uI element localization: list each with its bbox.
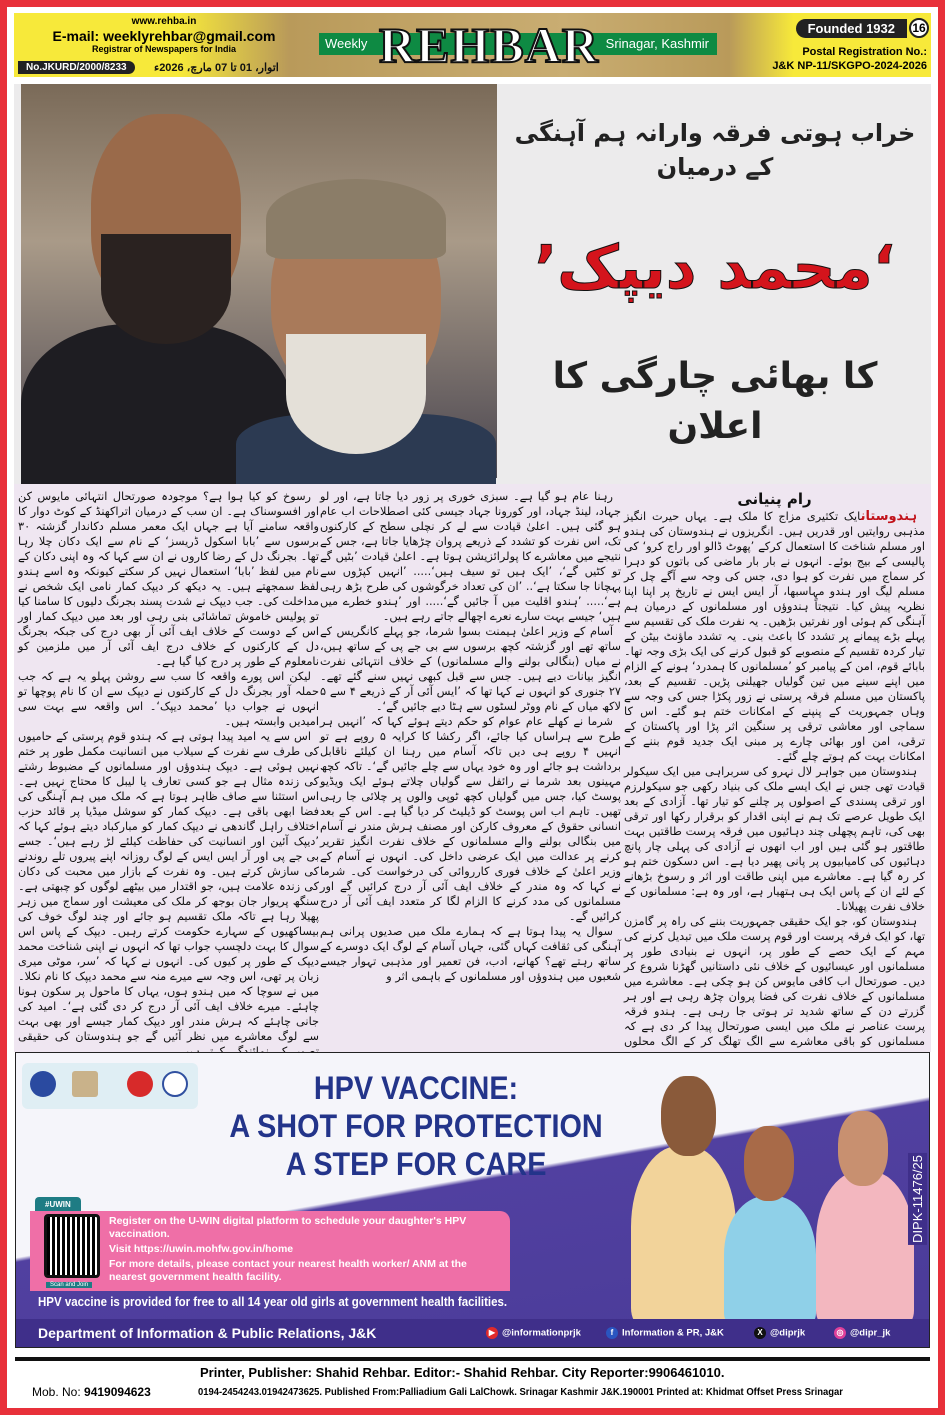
nhm-logo-icon [127,1071,153,1097]
ad-code: DIPK-11476/25 [910,1155,925,1243]
masthead-contact [14,13,314,77]
department-name: Department of Information & Public Relations, J&K [38,1325,377,1341]
column-2 [320,489,621,1049]
byline: رام پنیانی [737,490,812,508]
column-1 [624,489,925,1049]
paragraph: شرما نے کھلے عام عوام کو حکم دیتے ہوئے کہا کہ ’انہیں ہر طرح سے ہراساں کیا جائے، اگر رکشا کا کرایہ ۵ روپے ہے تو انہیں ۴ روپے ہی دیں تاکہ آسام میں رہنا ان کیلئے ناقابل برداشت ہو جائے اور وہ خود یہاں سے چلے جائیں گے‘۔ تاکہ کچھ مہینوں بعد شرما نے رائفل سے گولیاں چلاتے ہوئے ایک ویڈیو پوسٹ کیا، جس میں گولیاں کچھ ٹوپی والوں پر چلائی جا رہی تھیں۔ تاہم اب اس پوسٹ کو ڈیلیٹ کر دیا گیا ہے۔ اس کے بعد انسانی حقوق کے معروف کارکن اور مصنف ہرش مندر نے آسام میں بنگالی بولنے والے مسلمانوں کے خلاف نفرت انگیز تقریر کرنے پر عدالت میں ایک عرضی داخل کی۔ انہوں نے آسام کے وزیر اعلیٰ کے خلاف فوری کارروائی کی درخواست کی۔ شرما نے کہا کہ وہ مندر کے خلاف ایف آئی آر درج کرائیں گے اور مسلمانوں کی مدد کرنے کا الزام لگا کر متعدد ایف آئی آر درج کرائیں گے۔ [320,715,621,923]
founded-badge: Founded 1932 [796,19,907,38]
paragraph: لیکن اس پورے واقعہ کا سب سے روشن پہلو یہ ہے کہ جب حملہ آور بجرنگ دل کے کارکنوں نے دیپک سے ان کا نام پوچھا تو انہوں نے جواب دیا ’محمد دیپک‘۔ اس واقعہ سے بہت سی امیدیں وابستہ ہیں۔ [18,670,319,728]
headline: ‘محمد دیپک’ [534,233,896,303]
free-vaccine-text: HPV vaccine is provided for free to all 14 year old girls at government health facilities. [38,1295,508,1309]
instagram-handle[interactable]: ◎ @dipr_jk [834,1327,890,1339]
x-handle[interactable]: X @diprjk [754,1327,805,1339]
ad-title: HPV VACCINE: A SHOT FOR PROTECTION A STEP FOR CARE [229,1070,603,1182]
youtube-icon: ▶ [486,1327,498,1339]
qr-caption: Scan and Join [46,1282,92,1288]
uwin-logo-icon [30,1071,56,1097]
postal-number: J&K NP-11/SKGPO-2024-2026 [772,60,927,72]
publisher-line: Printer, Publisher: Shahid Rehbar. Editor:- Shahid Rehbar. City Reporter:9906461010. [200,1365,725,1380]
issue-date: اتوار، 01 تا 07 مارچ، 2026ء [154,62,279,74]
government-logos [22,1063,198,1109]
paragraph: سوال یہ پیدا ہوتا ہے کہ ہمارے ملک میں صدیوں پرانی ہم آہنگی کی ثقافت کہاں گئی، جہاں آسام کے لوگ ایک دوسرے کے ساتھ رہتے تھے؟ کھانے، ادب، فن تعمیر اور مذہبی تہوار جیسے شعبوں میں ہندوؤں اور مسلمانوں کے باہمی اثر و [320,925,621,983]
emblem-icon [72,1071,98,1097]
masthead [14,13,931,77]
newspaper-title: REHBAR [379,17,599,73]
hpv-vaccine-ad [15,1052,930,1348]
paragraph: ہندوستان کو، جو ایک حقیقی جمہوریت بننے کی راہ پر گامزن تھا، کو ایک فرقہ پرست اور قوم پرست ملک میں تبدیل کرنے کی مہم کے ایک حصے کے طور پر، انہوں نے بنیادی طور پر مسلمانوں اور عیسائیوں کے خلاف نئی داستانیں گھڑنا شروع کر دیں۔ صورتحال اب کافی مایوس کن ہو چکی ہے۔ معاشرے میں مسلمانوں کے خلاف نفرت کی فضا پروان چڑھ رہی ہے اور ہر گزرتے دن کے ساتھ شدید تر ہوتی جا رہی ہے۔ ہندو فرقہ پرست عناصر نے ملک میں ایسی صورتحال پیدا کر دی ہے کہ مسلمانوں کو باقی معاشرے سے الگ تھلگ کر کے الگ محلوں [624,915,925,1048]
article-header [14,84,931,484]
email: E-mail: weeklyrehbar@gmail.com [52,28,276,44]
youtube-handle[interactable]: ▶ @informationprjk [486,1327,581,1339]
registrar: Registrar of Newspapers for India [91,44,237,54]
address-line: 0194-2454243.01942473625. Published From:Palliadium Gali LalChowk. Srinagar Kashmir J&K.190001 Printed at: Khidmat Offset Press Srinagar [198,1386,843,1398]
register-text: Register on the U-WIN digital platform to schedule your daughter's HPV vaccination. [109,1215,467,1240]
ad-footer [16,1319,929,1347]
registration-number: No.JKURD/2000/8233 [18,61,135,74]
paragraph: رسوخ کو کیا ہوا ہے؟ موجودہ صورتحال انتہائی مایوس کن اور افسوسناک ہے۔ ان سب کے درمیان اتراکھنڈ کے کوٹ دوار کا واقعہ سامنے آیا ہے جہاں ایک معمر مسلم دکاندار گزشتہ ۳۰ برسوں سے ’بابا اسکول ڈریسز‘ کے نام سے ایک دکان چلا رہا تھا۔ بجرنگ دل کے رضا کاروں نے ان سے کہا کہ وہ اپنی دکان کے نام میں لفظ ’بابا‘ استعمال نہیں کر سکتے کیونکہ وہ اسے ہندو لفظ سمجھتے ہیں۔ یہ دیکھ کر دیپک کمار نامی ایک شخص نے مداخلت کی۔ جب دیپک نے شدت پسند بجرنگ دلیوں کا سامنا کیا تو پولیس خاموش تماشائی بنی رہی اور بعد میں دیپک کمار اور اس کے دوست کے خلاف ایف آئی آر بھی درج کی جبکہ بجرنگ دل کے کارکنوں کے خلاف درج ایف آئی آر میں ملزمین کو نامعلوم کے طور پر درج کیا گیا ہے۔ [18,490,319,668]
weekly-label: Weekly [325,36,368,51]
health-logo-icon [162,1071,188,1097]
divider [15,1357,930,1361]
paragraph: اس سے یہ امید پیدا ہوتی ہے کہ ہندو قوم پرستی کے حامیوں کی طرف سے نفرت کے سیلاب میں انسانیت مکمل طور پر ختم نہیں ہوئی ہے۔ دیپک ہندوؤں اور مسلمانوں کے مضبوط رشتے کی زندہ مثال ہے جو کسی تعارف یا لیبل کا محتاج نہیں ہے۔ اس استثنا سے صاف ظاہر ہوتا ہے کہ ملک میں ہم آہنگی کی فضا ابھی باقی ہے۔ دیپک کمار کو سوشل میڈیا پر قائد حزب اختلاف راہل گاندھی نے دیپک کمار کو مبارکباد دیتے ہوئے کہا کہ ’دیپک آئین اور انسانیت کی حفاظت کیلئے لڑ رہے ہیں‘۔ جسے بی جے پی اور آر ایس ایس کے لوگ روزانہ اپنے پیروں تلے روندنے کی سازش کرتے ہیں۔ وہ نفرت کے بازار میں محبت کی دکان کی زندہ علامت ہیں، جو اقتدار میں بیٹھے لوگوں کو چبھتی ہے۔ سنگھ پریوار جان بوجھ کر ملک کی معیشت اور سماج میں زہر پھیلا رہا ہے تاکہ ملک تقسیم ہو جائے اور چند لوگ خوف کی بیساکھیوں کے سہارے حکومت کرتے رہیں۔ دیپک کے پاس اس سوال کا بہت دلچسپ جواب تھا کہ انہوں نے اپنی شناخت محمد دیپک کے طور پر کیوں کی۔ انہوں نے کہا کہ ’سر، موٹی میری زبان پر تھی، اس وجہ سے میرے منہ سے محمد دیپک کا نام نکلا۔ میں نے سوچا کہ میں ہندو ہوں، یہاں کا ماحول پر سکون ہونا چاہئے۔ میرے خلاف ایف آئی آر درج کر دی گئی ہے‘۔ امید کی جانی چاہئے کہ ہرش مندر اور دیپک کمار جیسے اور بھی بہت سے لوگ معاشرے میں نظر آئیں گے جو ہندوستان کی حقیقی [18,730,319,1043]
masthead-info [731,13,931,77]
x-icon: X [754,1327,766,1339]
article-body [14,484,931,1052]
location: Srinagar, Kashmir [605,36,709,51]
instagram-icon: ◎ [834,1327,846,1339]
mobile-number: Mob. No: 9419094623 [32,1385,151,1399]
postal-label: Postal Registration No.: [802,46,927,58]
paragraph: ہندوستان میں جواہر لال نہرو کی سربراہی میں ایک سیکولر قیادت تھی جس نے ایک ایسے ملک کی بنیاد رکھی جو سیکولرزم اور ترقی پسندی کے اصولوں پر چلنے کو تیار تھا۔ آزادی کے بعد ایک طویل عرصے تک ہم نے اپنی اقدار کو برقرار رکھا اور ترقی بھی کی، تاہم پچھلی چند دہائیوں میں فرقہ پرست طاقتیں بہت طاقتور ہو گئی ہیں اور اب انھوں نے آزادی کی پہلی چار پانچ دہائیوں کی کامیابیوں پر پانی پھیر دیا ہے۔ اس دسکون ختم ہو کر رہ گیا ہے۔ معاشرے میں اپنی طاقت اور اثر و رسوخ بڑھانے کے لئے ان کے پاس ایک ہی ہتھیار ہے، اور وہ ہے: مسلمانوں کے خلاف نفرت پھیلانا۔ [624,765,925,913]
family-photo [626,1071,916,1321]
details-text: For more details, please contact your nearest health worker/ ANM at the nearest government health facility. [109,1258,467,1283]
kicker: خراب ہوتی فرقہ وارانہ ہم آہنگی کے درمیان [514,119,916,181]
qr-code-icon[interactable] [44,1214,100,1278]
headlines [506,94,924,474]
column-3 [18,489,319,1049]
paragraph: آسام کے وزیر اعلیٰ ہیمنت بسوا شرما، جو پہلے کانگریس کے ساتھ تھے اور گزشتہ کچھ برسوں سے بی جے پی کے ساتھ ہیں، نے میاں (بنگالی بولنے والے مسلمانوں) کے خلاف انتہائی نفرت انگیز بیانات دیے ہیں۔ جس سے قبل کبھی نہیں سنے گئے تھے۔ ۲۷ جنوری کو انہوں نے کہا تھا کہ ’ایس آئی آر کے ذریعے ۴ سے ۵ لاکھ میاں کے نام ووٹر لسٹوں سے ہٹا دیے جائیں گے‘۔ [320,625,621,713]
paragraph: رہنا عام ہو گیا ہے۔ سبزی خوری پر زور دیا جاتا ہے، اور لو جہاد، لینڈ جہاد، اور کورونا جہاد جیسی کئی اصطلاحات اب عام ہو گئی ہیں۔ اعلیٰ قیادت سے لے کر نچلی سطح کے کارکنوں تک، اس نفرت کو تشدد کے ذریعے پروان چڑھایا جاتا ہے، جس کے نتیجے میں معاشرے کا پولرائزیشن ہوتا ہے۔ اعلیٰ قیادت ’بٹیں گے تو کٹیں گے‘، ’ایک ہیں تو سیف ہیں‘..... ’انہیں کپڑوں سے پہچانا جا سکتا ہے‘.. ’ان کی تعداد خرگوشوں کی طرح بڑھ رہی ہے‘..... ’ہندو اقلیت میں آ جائیں گے‘..... اور ’ہندو خطرے میں ہیں‘ جیسے بہت سارے نعرے اچھالے جاتے رہے ہیں۔ [320,490,621,623]
website-link[interactable]: www.rehba.in [131,16,197,27]
facebook-handle[interactable]: f Information & PR, J&K [606,1327,724,1339]
uwin-hashtag: #UWIN [35,1197,81,1212]
article-photo [21,84,497,478]
paragraph: ہندوستانایک تکثیری مزاج کا ملک ہے۔ یہاں حیرت انگیز مذہبی روایتیں اور قدریں ہیں۔ انگریزوں نے ہندوستان کی ہندو اور مسلم شناخت کا استعمال کرکے ’پھوٹ ڈالو اور راج کرو‘ کی پالیسی کے بیج بوئے۔ انہوں نے بار بار ماضی کی باتوں کو دہرا کر سماج میں نفرت کو ہوا دی، جس کی وجہ سے آگے چل کر مسلم لیگ اور ہندو مہاسبھا، آر ایس ایس نے تاریخ پر اپنا اپنا نظریہ پیش کیا۔ نتیجتاً ہندوؤں اور مسلمانوں کے درمیان ہم آہنگی کم ہوئی اور نفرتیں بڑھیں۔ یہ نفرت ملک کی تقسیم سے پہلے بڑے پیمانے پر تشدد کا باعث بنی۔ یہ تشدد ماؤنٹ بیٹن کے تیار کردہ تقسیم کے منصوبے کو قبول کرنے کی ایک بڑی وجہ تھا۔ بابائے قوم، امن کے پیامبر کو ’مسلمانوں کا ہمدرد‘ ہونے کے الزام میں اپنے سینے میں تین گولیاں جھیلنی پڑیں۔ تقسیم کے بعد، پاکستان میں مسلم فرقہ پرستی نے زور پکڑا جس کی وجہ سے وہاں جمہوریت کے پنپنے کے امکانات ختم ہو گئے۔ اس کا سماجی اور معاشی ترقی پر سنگین اثر پڑا اور پاکستان کے ترقی، امن اور بھائی چارے پر مبنی ایک جدید قوم بننے کے امکانات بہت کم ہوتے چلے گئے۔ [624,509,925,763]
ad-instructions [109,1215,504,1286]
imprint [15,1363,930,1405]
facebook-icon: f [606,1327,618,1339]
page-number: 16 [909,18,929,38]
postal-registration [772,45,927,73]
subheadline: کا بھائی چارگی کا اعلان [552,356,878,447]
lead-word: ہندوستان [860,509,917,524]
visit-link[interactable]: Visit https://uwin.mohfw.gov.in/home [109,1243,294,1255]
